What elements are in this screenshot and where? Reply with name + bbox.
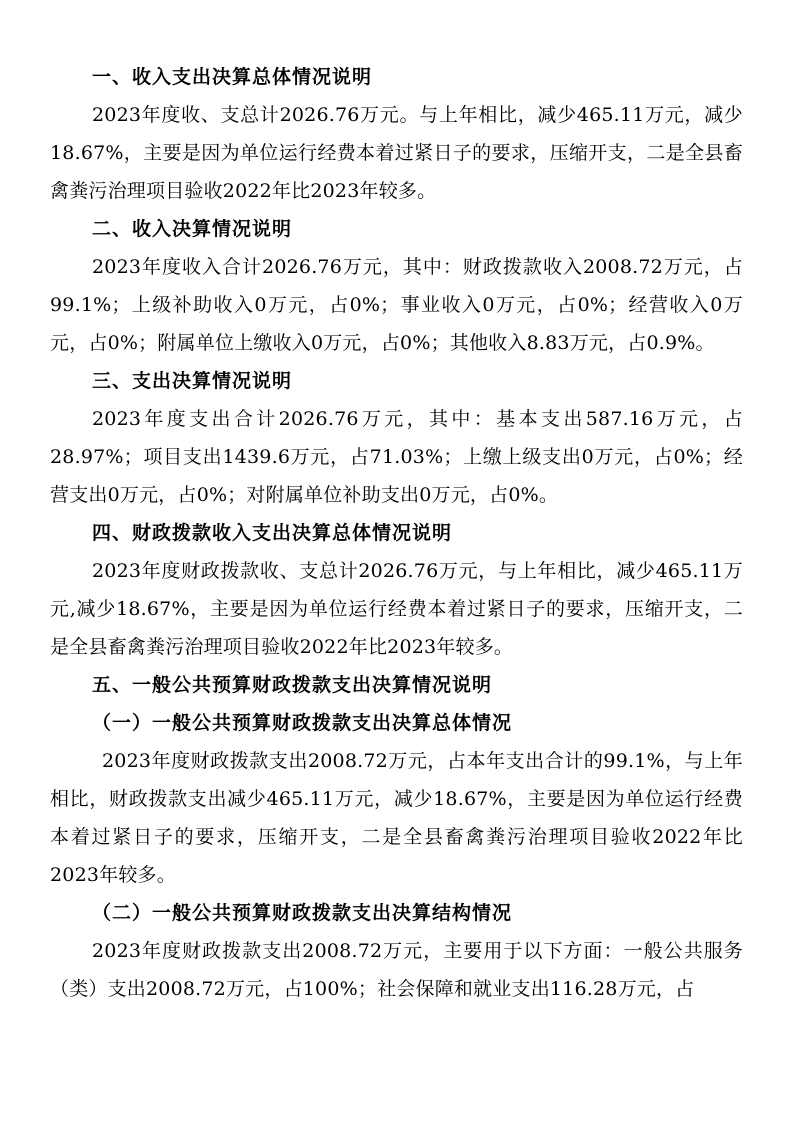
section-paragraph: 2023年度支出合计2026.76万元，其中：基本支出587.16万元，占28.97%；项目支出1439.6万元，占71.03%；上缴上级支出0万元，占0%；经营支出0万元，占0%；对附属单位补助支出0万元，占0%。 — [50, 408, 743, 506]
subsection-heading: （一）一般公共预算财政拨款支出决算总体情况 — [92, 712, 513, 734]
subsection-paragraph: 2023年度财政拨款支出2008.72万元，主要用于以下方面：一般公共服务（类）支出2008.72万元，占100%；社会保障和就业支出116.28万元，占 — [50, 940, 743, 1000]
subsection-heading: （二）一般公共预算财政拨款支出决算结构情况 — [92, 902, 513, 924]
subsection-paragraph: 2023年度财政拨款支出2008.72万元，占本年支出合计的99.1%，与上年相比，财政拨款支出减少465.11万元，减少18.67%，主要是因为单位运行经费本着过紧日子的要求，压缩开支，二是全县畜禽粪污治理项目验收2022年比2023年较多。 — [50, 750, 743, 886]
section-heading: 四、财政拨款收入支出决算总体情况说明 — [92, 522, 453, 544]
section-heading: 一、收入支出决算总体情况说明 — [92, 66, 373, 88]
section-heading: 二、收入决算情况说明 — [92, 218, 293, 240]
section-heading: 三、支出决算情况说明 — [92, 370, 293, 392]
section-heading: 五、一般公共预算财政拨款支出决算情况说明 — [92, 674, 493, 696]
section-paragraph: 2023年度收、支总计2026.76万元。与上年相比，减少465.11万元，减少18.67%，主要是因为单位运行经费本着过紧日子的要求，压缩开支，二是全县畜禽粪污治理项目验收2022年比2023年较多。 — [50, 104, 743, 202]
section-paragraph: 2023年度财政拨款收、支总计2026.76万元，与上年相比，减少465.11万元,减少18.67%，主要是因为单位运行经费本着过紧日子的要求，压缩开支，二是全县畜禽粪污治理项目验收2022年比2023年较多。 — [50, 560, 743, 658]
section-paragraph: 2023年度收入合计2026.76万元，其中：财政拨款收入2008.72万元，占99.1%；上级补助收入0万元，占0%；事业收入0万元，占0%；经营收入0万元，占0%；附属单位上缴收入0万元，占0%；其他收入8.83万元，占0.9%。 — [50, 256, 743, 354]
